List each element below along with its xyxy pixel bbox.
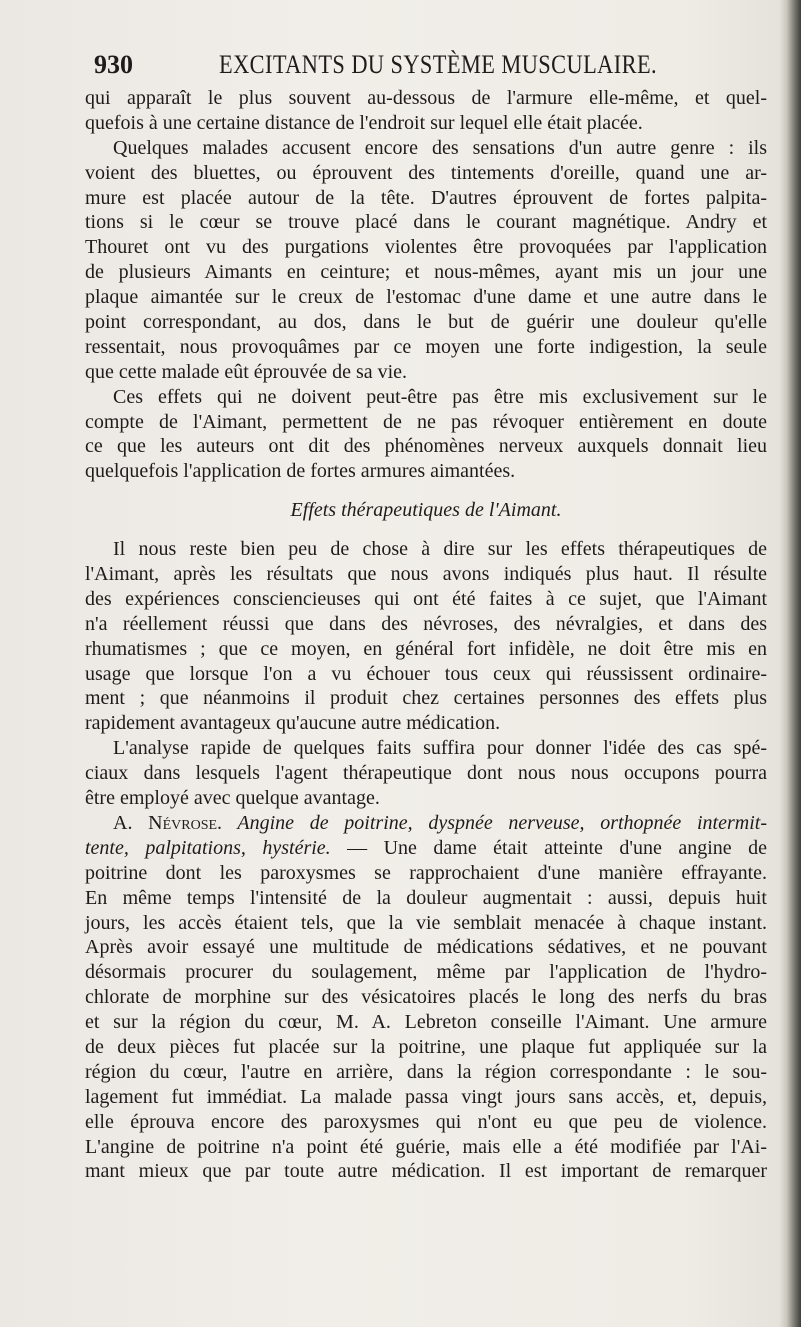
text-line: chlorate de morphine sur des vésicatoires placés le long des nerfs du bras [85, 986, 767, 1009]
text-line: Ces effets qui ne doivent peut-être pas être mis exclusivement sur le [113, 385, 767, 408]
text-line: En même temps l'intensité de la douleur augmentait : aussi, depuis huit [85, 886, 767, 909]
case-title-continued: tente, palpitations, hystérie. [85, 836, 331, 859]
text-line: région du cœur, l'autre en arrière, dans la région correspondante : le sou- [85, 1060, 767, 1083]
text-line: des expériences consciencieuses qui ont été faites à ce sujet, que l'Aimant [85, 587, 767, 610]
text-line: qui apparaît le plus souvent au-dessous de l'armure elle-même, et quel- [85, 87, 767, 109]
text-line: de plusieurs Aimants en ceinture; et nous-mêmes, ayant mis un jour une [85, 261, 767, 284]
text-line: Il nous reste bien peu de chose à dire sur les effets thérapeutiques de [113, 538, 767, 561]
text-line: rapidement avantageux qu'aucune autre médication. [85, 712, 501, 735]
text-line: Thouret ont vu des purgations violentes être provoquées par l'application [85, 236, 767, 259]
text-line: tions si le cœur se trouve placé dans le courant magnétique. Andry et [85, 211, 767, 234]
text-line: que cette malade eût éprouvée de sa vie. [85, 360, 408, 383]
text-line: L'angine de poitrine n'a point été guérie, mais elle a été modifiée par l'Ai- [85, 1135, 767, 1158]
text-line: n'a réellement réussi que dans des névroses, des névralgies, et dans des [85, 612, 767, 635]
text-line: lagement fut immédiat. La malade passa vingt jours sans accès, et, depuis, [85, 1085, 767, 1108]
case-text: — Une dame était atteinte d'une angine de [330, 836, 767, 859]
case-category: Névrose. [148, 811, 223, 834]
text-line: jours, les accès étaient tels, que la vie semblait menacée à chaque instant. [85, 911, 767, 934]
text-line: point correspondant, au dos, dans le but de guérir une douleur qu'elle [85, 311, 767, 334]
text-line: rhumatismes ; que ce moyen, en général fort infidèle, ne doit être mis en [85, 637, 767, 660]
text-line: ciaux dans lesquels l'agent thérapeutique dont nous nous occupons pourra [85, 762, 767, 785]
body-text [85, 86, 767, 1184]
page-edge-shadow [779, 0, 801, 1327]
text-line: être employé avec quelque avantage. [85, 787, 380, 810]
text-line: Après avoir essayé une multitude de médications sédatives, et ne pouvant [85, 936, 767, 959]
text-line: quefois à une certaine distance de l'endroit sur lequel elle était placée. [85, 111, 643, 134]
page-header [94, 44, 754, 80]
text-line [85, 836, 767, 861]
text-line: L'analyse rapide de quelques faits suffira pour donner l'idée des cas spé- [113, 737, 767, 760]
text-line: ce que les auteurs ont dit des phénomènes nerveux auxquels donnait lieu [85, 435, 767, 458]
text-line: Quelques malades accusent encore des sensations d'un autre genre : ils [113, 136, 767, 159]
case-label: A. [113, 811, 149, 834]
page-number: 930 [94, 50, 133, 79]
text-line: plaque aimantée sur le creux de l'estomac d'une dame et une autre dans le [85, 286, 767, 309]
case-title: Angine de poitrine, dyspnée nerveuse, orthopnée intermit- [222, 811, 767, 834]
text-line: voient des bluettes, ou éprouvent des tintements d'oreille, quand une ar- [85, 161, 767, 184]
text-line: quelquefois l'application de fortes armures aimantées. [85, 460, 516, 483]
running-title: EXCITANTS DU SYSTÈME MUSCULAIRE. [219, 50, 658, 79]
case-heading-line [85, 811, 767, 836]
text-line: usage que lorsque l'on a vu échouer tous ceux qui réussissent ordinaire- [85, 662, 767, 685]
text-line: ment ; que néanmoins il produit chez certaines personnes des effets plus [85, 687, 767, 710]
text-line: désormais procurer du soulagement, même par l'application de l'hydro- [85, 961, 767, 984]
text-line: poitrine dont les paroxysmes se rapprochaient d'une manière effrayante. [85, 861, 767, 884]
text-line: de deux pièces fut placée sur la poitrine, une plaque fut appliquée sur la [85, 1035, 767, 1058]
text-line: elle éprouva encore des paroxysmes qui n'ont eu que peu de violence. [85, 1110, 767, 1133]
text-line: ressentait, nous provoquâmes par ce moyen une forte indigestion, la seule [85, 335, 767, 358]
text-line: compte de l'Aimant, permettent de ne pas révoquer entièrement en doute [85, 410, 767, 433]
text-line: mant mieux que par toute autre médication. Il est important de remarquer [85, 1160, 767, 1183]
text-line: l'Aimant, après les résultats que nous avons indiqués plus haut. Il résulte [85, 563, 767, 586]
section-heading: Effets thérapeutiques de l'Aimant. [290, 499, 562, 522]
text-line: et sur la région du cœur, M. A. Lebreton conseille l'Aimant. Une armure [85, 1011, 767, 1034]
text-line: mure est placée autour de la tête. D'autres éprouvent de fortes palpita- [85, 186, 767, 209]
